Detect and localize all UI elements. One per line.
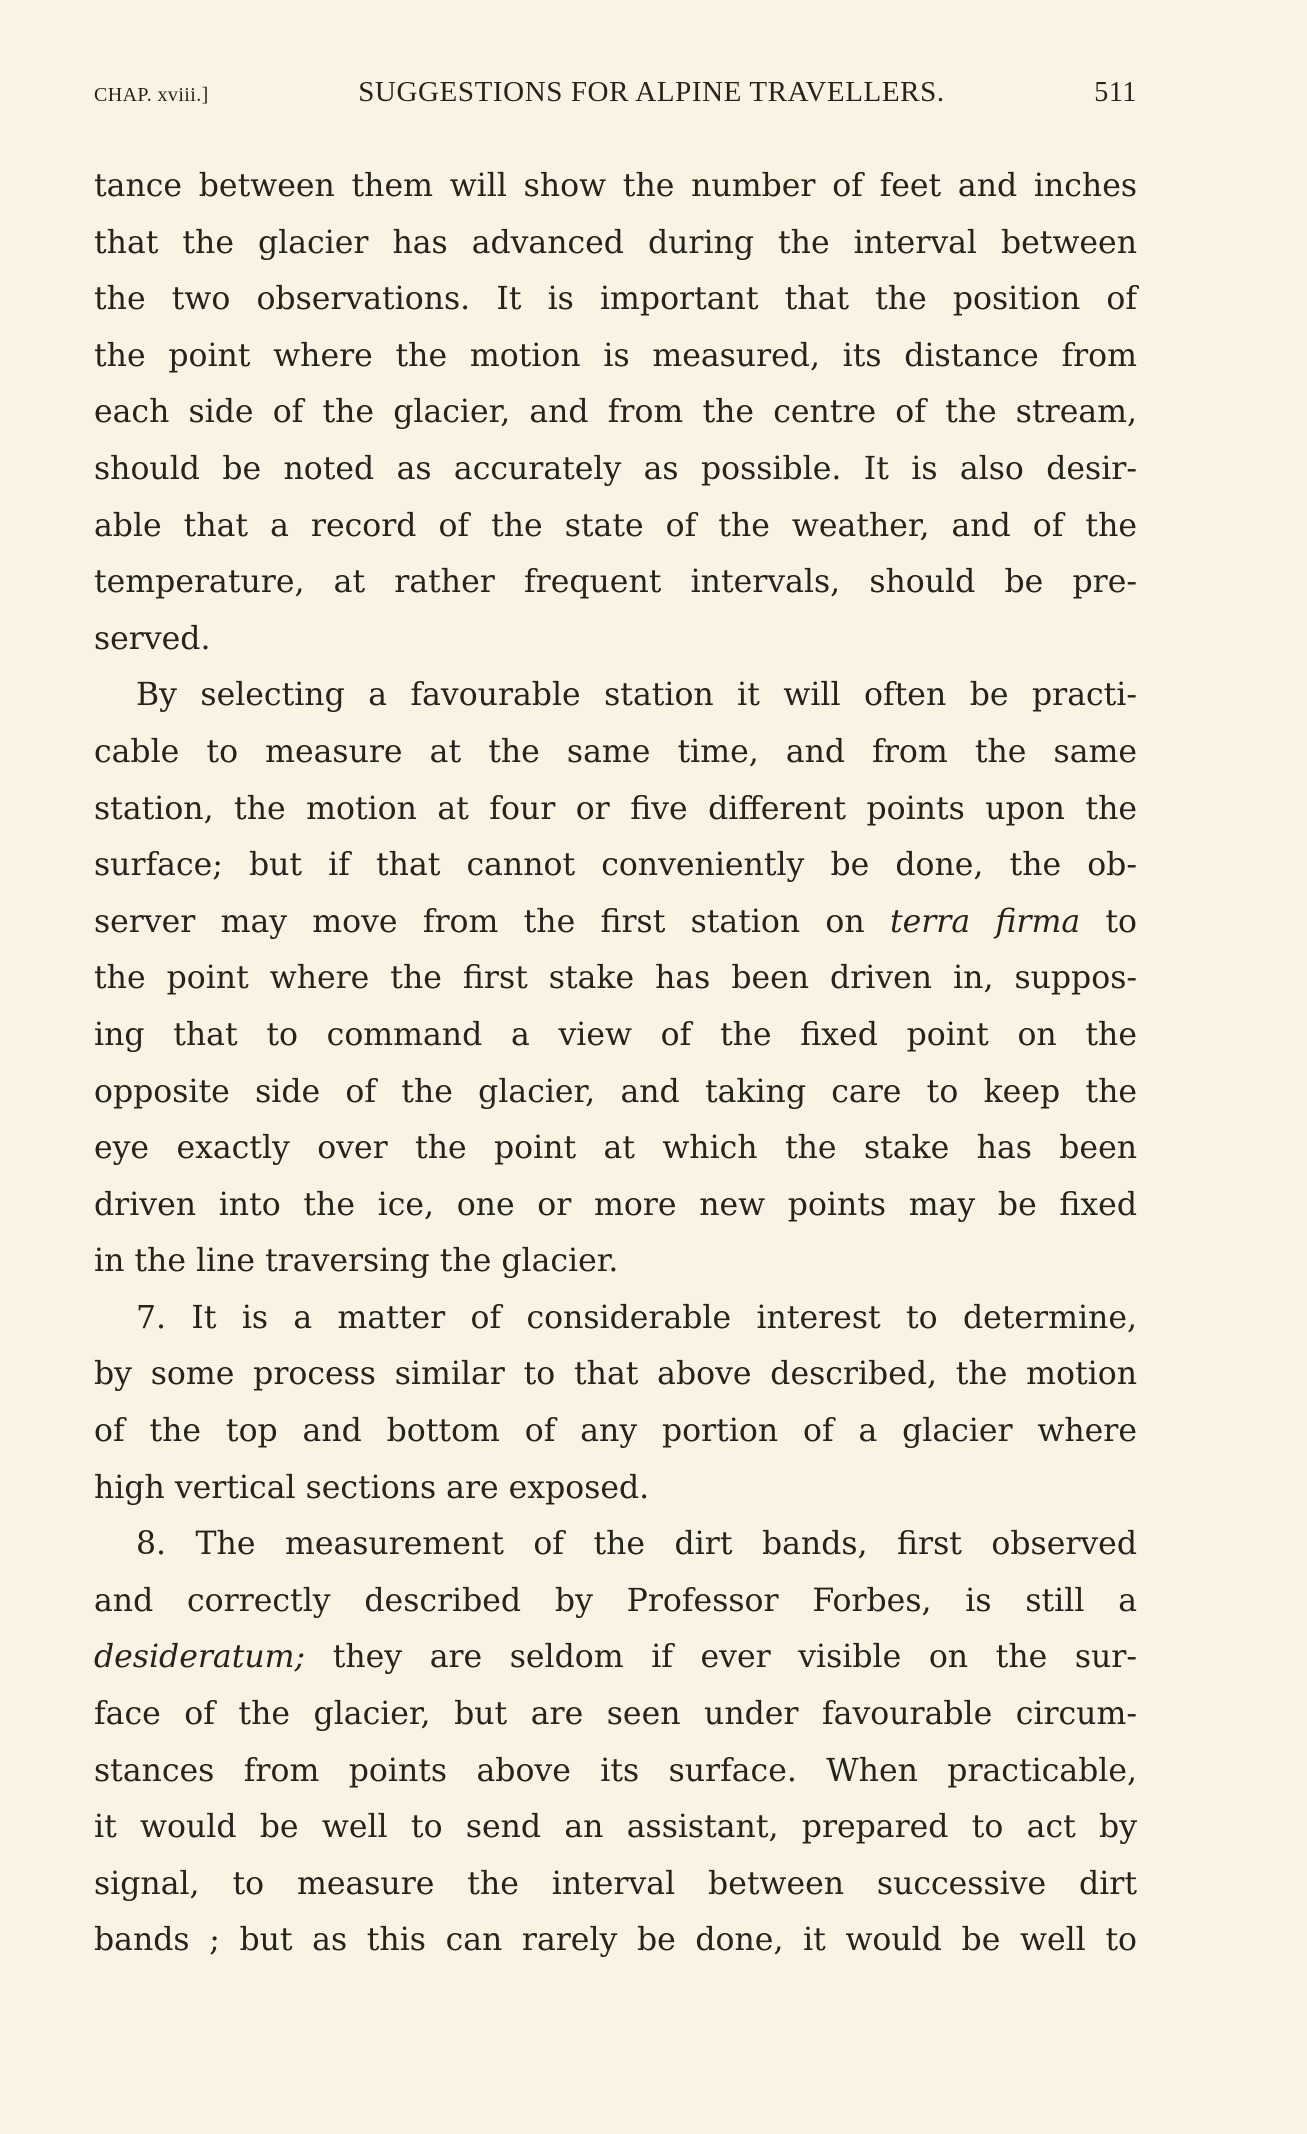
text-line: driven into the ice, one or more new points may be fixed xyxy=(94,1186,1137,1223)
text-line: it would be well to send an assistant, prepared to act by xyxy=(94,1809,1137,1846)
text-line: able that a record of the state of the weather, and of the xyxy=(94,507,1137,544)
text-line: that the glacier has advanced during the interval between xyxy=(94,224,1137,261)
text-line: face of the glacier, but are seen under favourable circum- xyxy=(94,1696,1137,1733)
text-line: served. xyxy=(94,620,211,657)
text-line: ing that to command a view of the fixed point on the xyxy=(94,1016,1137,1053)
text-segment: server may move from the first station on xyxy=(94,903,865,940)
text-line: and correctly described by Professor Forbes, is still a xyxy=(94,1582,1137,1619)
text-line: cable to measure at the same time, and from the same xyxy=(94,733,1137,770)
italic-phrase: terra firma xyxy=(889,903,1081,940)
book-page xyxy=(94,76,1137,1969)
text-line: stances from points above its surface. When practicable, xyxy=(94,1752,1137,1789)
page-number: 511 xyxy=(1094,77,1137,108)
text-line: By selecting a favourable station it will often be practi- xyxy=(136,677,1137,714)
text-line xyxy=(94,894,1137,951)
text-line: 8. The measurement of the dirt bands, first observed xyxy=(136,1526,1137,1563)
chapter-label: CHAP. xviii.] xyxy=(94,84,209,106)
page-title: SUGGESTIONS FOR ALPINE TRAVELLERS. xyxy=(358,76,945,108)
text-line: by some process similar to that above described, the motion xyxy=(94,1356,1137,1393)
text-line: the point where the motion is measured, its distance from xyxy=(94,337,1137,374)
text-segment: they are seldom if ever visible on the sur- xyxy=(332,1639,1138,1676)
text-line: station, the motion at four or five different points upon the xyxy=(94,790,1137,827)
text-line: 7. It is a matter of considerable interest to determine, xyxy=(136,1299,1137,1336)
text-line: eye exactly over the point at which the stake has been xyxy=(94,1130,1137,1167)
text-line: the point where the first stake has been driven in, suppos- xyxy=(94,960,1137,997)
text-line: in the line traversing the glacier. xyxy=(94,1243,619,1280)
italic-phrase: desideratum; xyxy=(94,1639,306,1676)
text-line: bands ; but as this can rarely be done, it would be well to xyxy=(94,1922,1137,1959)
running-head xyxy=(94,76,1137,128)
text-line: temperature, at rather frequent intervals, should be pre- xyxy=(94,564,1137,601)
text-line: should be noted as accurately as possible. It is also desir- xyxy=(94,450,1137,487)
text-line: opposite side of the glacier, and taking care to keep the xyxy=(94,1073,1137,1110)
text-line: surface; but if that cannot conveniently be done, the ob- xyxy=(94,847,1137,884)
text-segment: to xyxy=(1105,903,1137,940)
body-text xyxy=(94,158,1137,1969)
text-line: tance between them will show the number of feet and inches xyxy=(94,168,1137,204)
text-line: the two observations. It is important that the position of xyxy=(94,281,1137,318)
text-line: of the top and bottom of any portion of a glacier where xyxy=(94,1413,1137,1450)
text-line xyxy=(94,1629,1137,1686)
text-line: each side of the glacier, and from the centre of the stream, xyxy=(94,394,1137,431)
text-line: high vertical sections are exposed. xyxy=(94,1469,650,1506)
text-line: signal, to measure the interval between successive dirt xyxy=(94,1865,1137,1902)
